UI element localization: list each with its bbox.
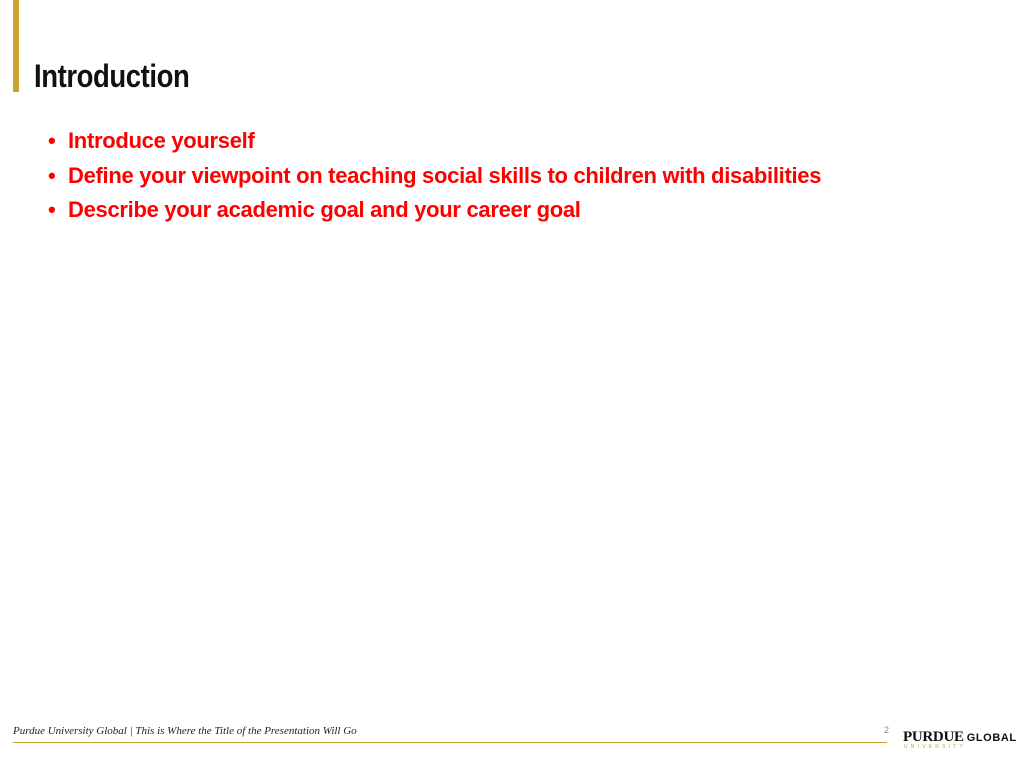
- slide-title: Introduction: [34, 58, 190, 94]
- bullet-text: Introduce yourself: [68, 128, 255, 153]
- bullet-item: [48, 124, 821, 159]
- footer-divider: [13, 742, 887, 743]
- bullet-marker: •: [48, 162, 56, 188]
- footer-text: Purdue University Global | This is Where the Title of the Presentation Will Go: [13, 725, 357, 737]
- logo-university-text: UNIVERSITY: [904, 744, 967, 750]
- title-accent-bar: [13, 0, 19, 92]
- bullet-text: Define your viewpoint on teaching social skills to children with disabilities: [68, 162, 822, 188]
- bullet-marker: •: [48, 197, 56, 222]
- bullet-item: [48, 193, 821, 228]
- logo-global-text: GLOBAL: [966, 732, 1017, 744]
- bullet-list: [48, 124, 821, 228]
- purdue-global-logo: [903, 728, 1015, 752]
- page-number: 2: [884, 725, 890, 735]
- logo-purdue-text: PURDUE: [903, 729, 964, 745]
- bullet-text: Describe your academic goal and your career goal: [68, 197, 581, 222]
- bullet-item: [48, 159, 821, 194]
- bullet-marker: •: [48, 128, 56, 153]
